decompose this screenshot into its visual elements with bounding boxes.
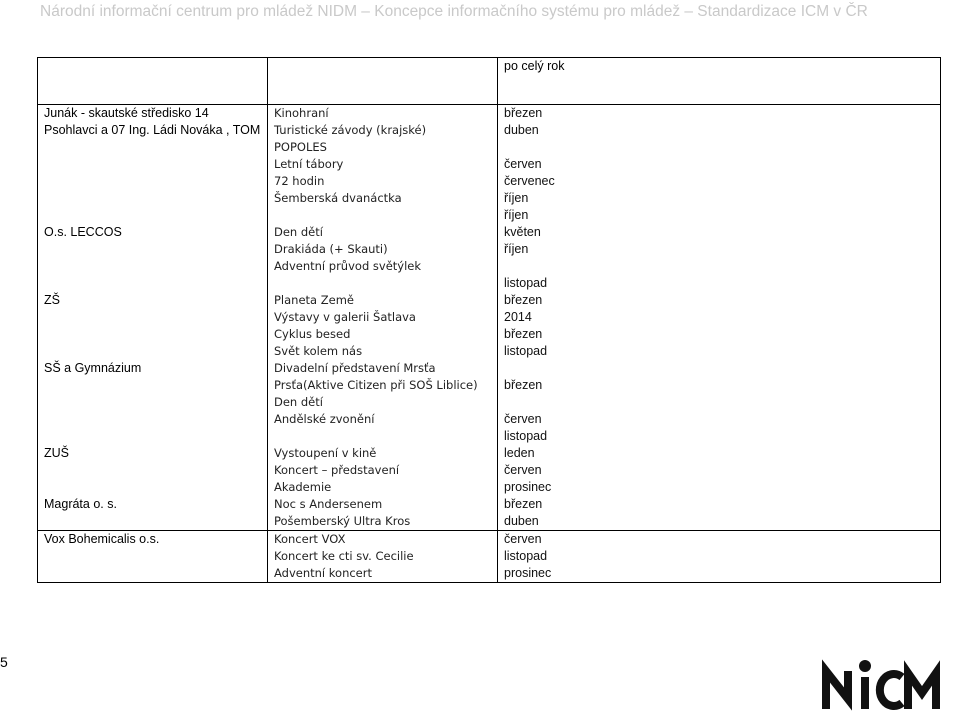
cell-line: Psohlavci a 07 Ing. Ládi Nováka , TOM xyxy=(44,123,261,137)
cell-line: Divadelní představení Mrsťa xyxy=(274,361,436,375)
cell-line: březen xyxy=(504,497,543,511)
cell-line: Magráta o. s. xyxy=(44,497,117,511)
cell-line xyxy=(44,139,261,156)
cell-line: Akademie xyxy=(274,480,332,494)
cell-line: Turistické závody (krajské) xyxy=(274,123,427,137)
cell-line: listopad xyxy=(504,344,548,358)
cell-line xyxy=(44,190,261,207)
cell-line xyxy=(274,275,491,292)
month-cell xyxy=(498,531,941,583)
cell-line: Svět kolem nás xyxy=(274,344,363,358)
cell-line xyxy=(44,428,261,445)
cell-line: Planeta Země xyxy=(274,293,354,307)
cell-line: O.s. LECCOS xyxy=(44,225,122,239)
cell-line: Koncert VOX xyxy=(274,532,346,546)
cell-line: 2014 xyxy=(504,310,532,324)
cell-line: květen xyxy=(504,225,541,239)
cell-line: červen xyxy=(504,532,542,546)
cell-line: Letní tábory xyxy=(274,157,344,171)
cell-line: POPOLES xyxy=(274,140,327,154)
cell-line: ZUŠ xyxy=(44,446,69,460)
cell-line: Prsťa(Aktive Citizen při SOŠ Liblice) xyxy=(274,378,478,392)
table-row xyxy=(38,531,941,583)
cell-line: říjen xyxy=(504,208,529,222)
events-table xyxy=(37,57,941,583)
cell-line: Adventní koncert xyxy=(274,566,372,580)
page-number: 5 xyxy=(0,654,8,670)
cell-line: prosinec xyxy=(504,480,552,494)
cell-line xyxy=(44,479,261,496)
cell-line: březen xyxy=(504,378,543,392)
cell-line xyxy=(44,343,261,360)
page-header: Národní informační centrum pro mládež NIDM – Koncepce informačního systému pro mládež – Standardizace ICM v ČR xyxy=(40,3,868,20)
cell-line: Noc s Andersenem xyxy=(274,497,383,511)
table-cell xyxy=(268,58,498,105)
cell-line: Šemberská dvanáctka xyxy=(274,191,402,205)
cell-line xyxy=(44,394,261,411)
month-cell xyxy=(498,105,941,531)
nicm-logo xyxy=(822,657,942,717)
cell-line: listopad xyxy=(504,429,548,443)
organization-cell xyxy=(38,531,268,583)
cell-line: SŠ a Gymnázium xyxy=(44,361,142,375)
cell-line xyxy=(274,428,491,445)
cell-line: Kinohraní xyxy=(274,106,329,120)
cell-line: červen xyxy=(504,157,542,171)
cell-line xyxy=(504,139,934,156)
cell-line: březen xyxy=(504,106,543,120)
cell-line: březen xyxy=(504,293,543,307)
cell-line xyxy=(44,462,261,479)
table-cell xyxy=(38,58,268,105)
cell-line xyxy=(44,326,261,343)
cell-line: Adventní průvod světýlek xyxy=(274,259,422,273)
cell-line: říjen xyxy=(504,242,529,256)
cell-line xyxy=(44,411,261,428)
cell-line xyxy=(44,258,261,275)
cell-line: duben xyxy=(504,514,539,528)
cell-line: Drakiáda (+ Skauti) xyxy=(274,242,388,256)
cell-line: Cyklus besed xyxy=(274,327,351,341)
cell-line: říjen xyxy=(504,191,529,205)
cell-line: Pošemberský Ultra Kros xyxy=(274,514,411,528)
cell-line: červen xyxy=(504,463,542,477)
cell-line: ZŠ xyxy=(44,293,60,307)
cell-line: červenec xyxy=(504,174,555,188)
cell-line: duben xyxy=(504,123,539,137)
cell-line xyxy=(504,360,934,377)
table-row xyxy=(38,105,941,531)
cell-line: leden xyxy=(504,446,535,460)
cell-line xyxy=(44,156,261,173)
cell-line xyxy=(44,275,261,292)
cell-line: Junák - skautské středisko 14 xyxy=(44,106,209,120)
cell-line: Den dětí xyxy=(274,225,323,239)
cell-line: Den dětí xyxy=(274,395,323,409)
cell-line: Vystoupení v kině xyxy=(274,446,377,460)
event-cell xyxy=(268,531,498,583)
cell-line: listopad xyxy=(504,549,548,563)
cell-line xyxy=(44,173,261,190)
cell-line xyxy=(44,241,261,258)
cell-line: Andělské zvonění xyxy=(274,412,375,426)
cell-line: březen xyxy=(504,327,543,341)
cell-line xyxy=(504,258,934,275)
cell-line: listopad xyxy=(504,276,548,290)
nicm-logo-icon xyxy=(822,657,942,717)
cell-line: prosinec xyxy=(504,566,552,580)
table-cell: po celý rok xyxy=(498,58,941,105)
cell-line xyxy=(274,207,491,224)
cell-line xyxy=(44,309,261,326)
table-row xyxy=(38,58,941,105)
cell-line xyxy=(44,207,261,224)
cell-line: červen xyxy=(504,412,542,426)
cell-line: Vox Bohemicalis o.s. xyxy=(44,532,160,546)
organization-cell xyxy=(38,105,268,531)
cell-line xyxy=(44,377,261,394)
event-cell xyxy=(268,105,498,531)
cell-line: Výstavy v galerii Šatlava xyxy=(274,310,416,324)
cell-line xyxy=(504,394,934,411)
cell-line: Koncert ke cti sv. Cecilie xyxy=(274,549,414,563)
cell-line: 72 hodin xyxy=(274,174,325,188)
cell-line: Koncert – představení xyxy=(274,463,400,477)
